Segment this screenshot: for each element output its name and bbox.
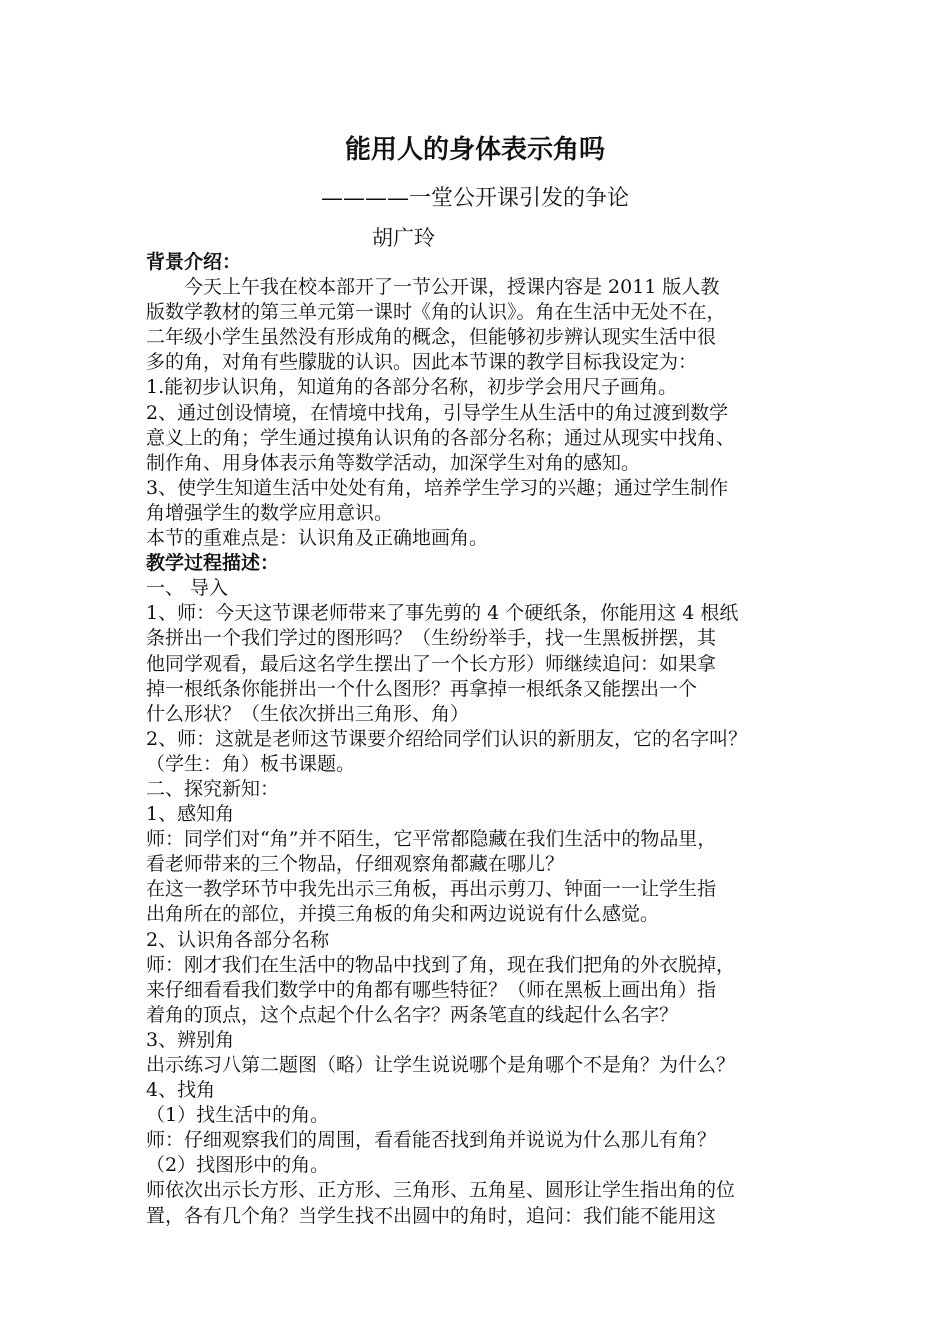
text-line: 多的角，对角有些朦胧的认识。因此本节课的教学目标我设定为：	[146, 351, 698, 374]
text-line: （1）找生活中的角。	[146, 1104, 330, 1127]
text-line: 1.能初步认识角，知道角的各部分名称，初步学会用尺子画角。	[146, 376, 678, 399]
text-line: 3、辨别角	[146, 1028, 235, 1051]
text-line: 意义上的角；学生通过摸角认识角的各部分名称；通过从现实中找角、	[146, 426, 736, 449]
text-line: 2、通过创设情境，在情境中找角，引导学生从生活中的角过渡到数学	[146, 401, 729, 424]
text-line: 师：刚才我们在生活中的物品中找到了角，现在我们把角的外衣脱掉，	[146, 953, 736, 976]
text-line: 条拼出一个我们学过的图形吗？（生纷纷举手，找一生黑板拼摆，其	[146, 627, 717, 650]
text-line: 制作角、用身体表示角等数学活动，加深学生对角的感知。	[146, 451, 641, 474]
section-heading: 教学过程描述：	[146, 552, 280, 575]
text-line: 1、师：今天这节课老师带来了事先剪的 4 个硬纸条，你能用这 4 根纸	[146, 602, 739, 625]
text-line: 掉一根纸条你能拼出一个什么图形？再拿掉一根纸条又能摆出一个	[146, 677, 698, 700]
text-line: 师依次出示长方形、正方形、三角形、五角星、圆形让学生指出角的位	[146, 1179, 736, 1202]
text-line: 出示练习八第二题图（略）让学生说说哪个是角哪个不是角？为什么？	[146, 1054, 736, 1076]
text-line: 着角的顶点，这个点起个什么名字？两条笔直的线起什么名字？	[146, 1003, 679, 1026]
document-title: 能用人的身体表示角吗	[344, 135, 605, 165]
author-name: 胡广玲	[372, 226, 435, 250]
text-line: 3、使学生知道生活中处处有角，培养学生学习的兴趣；通过学生制作	[146, 476, 729, 499]
text-line: 什么形状？（生依次拼出三角形、角）	[146, 702, 470, 725]
text-line: 在这一教学环节中我先出示三角板，再出示剪刀、钟面一一让学生指	[146, 878, 717, 901]
text-line: 1、感知角	[146, 803, 235, 826]
text-line: 二年级小学生虽然没有形成角的概念，但能够初步辨认现实生活中很	[146, 326, 717, 349]
text-line: 来仔细看看我们数学中的角都有哪些特征？（师在黑板上画出角）指	[146, 978, 717, 1001]
section-heading: 背景介绍：	[146, 251, 242, 273]
text-line: 二、探究新知：	[146, 777, 280, 800]
text-line: 2、认识角各部分名称	[146, 928, 330, 951]
body-text	[146, 250, 826, 1229]
text-line: 今天上午我在校本部开了一节公开课，授课内容是 2011 版人教	[184, 276, 720, 299]
text-line: 4、找角	[146, 1079, 216, 1102]
text-line: 本节的重难点是：认识角及正确地画角。	[146, 527, 489, 550]
document-subtitle: ————一堂公开课引发的争论	[320, 186, 629, 211]
text-line: 出角所在的部位，并摸三角板的角尖和两边说说有什么感觉。	[146, 903, 660, 926]
text-line: 置，各有几个角？当学生找不出圆中的角时，追问：我们能不能用这	[146, 1204, 717, 1227]
text-line: 他同学观看，最后这名学生摆出了一个长方形）师继续追问：如果拿	[146, 652, 717, 675]
text-line: 师：仔细观察我们的周围，看看能否找到角并说说为什么那儿有角？	[146, 1129, 717, 1152]
text-line: 2、师：这就是老师这节课要介绍给同学们认识的新朋友，它的名字叫？	[146, 727, 748, 750]
text-line: 角增强学生的数学应用意识。	[146, 501, 394, 524]
text-line: 师：同学们对“角”并不陌生，它平常都隐藏在我们生活中的物品里，	[146, 828, 717, 851]
text-line: 版数学教材的第三单元第一课时《角的认识》。角在生活中无处不在，	[146, 301, 726, 324]
text-line: （2）找图形中的角。	[146, 1154, 330, 1177]
text-line: 一、 导入	[146, 577, 229, 600]
text-line: 看老师带来的三个物品，仔细观察角都藏在哪儿？	[146, 853, 565, 876]
text-line: （学生：角）板书课题。	[146, 752, 356, 775]
